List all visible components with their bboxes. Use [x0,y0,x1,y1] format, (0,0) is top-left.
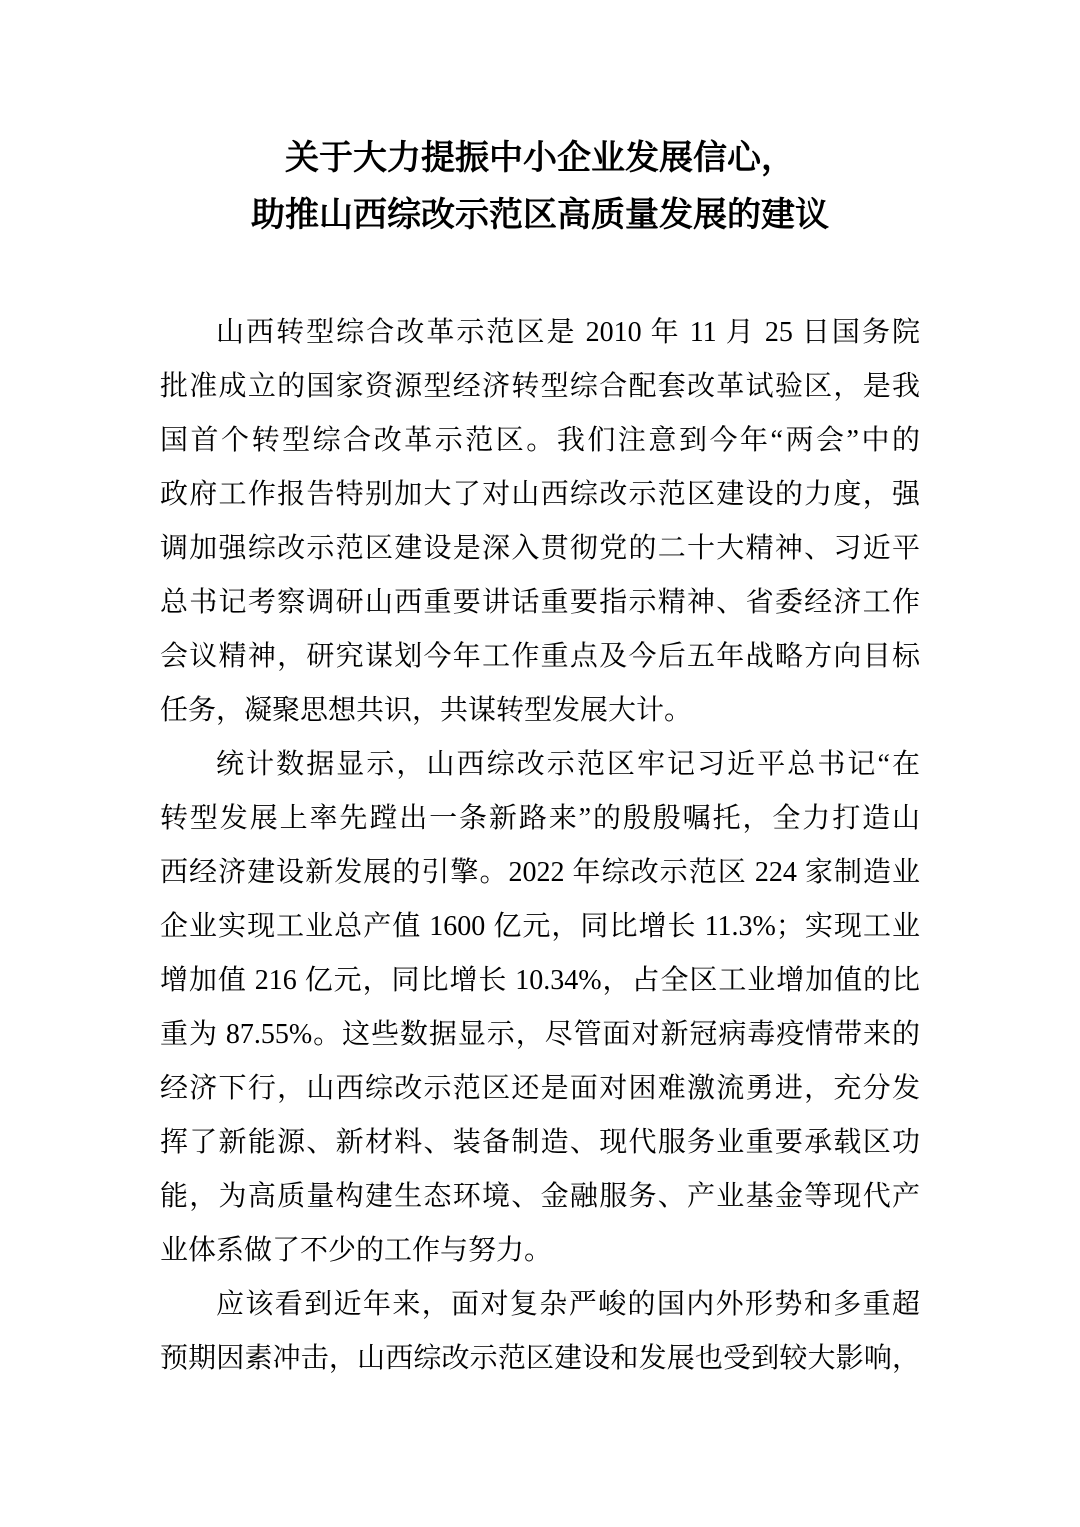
paragraph-3 [160,1278,920,1386]
text-line: 政府工作报告特别加大了对山西综改示范区建设的力度，强 [160,479,920,510]
paragraph-2 [160,738,920,1278]
text-line: 业体系做了不少的工作与努力。 [160,1235,553,1266]
text-line: 批准成立的国家资源型经济转型综合配套改革试验区，是我 [160,371,920,402]
text-line: 重为 87.55%。这些数据显示，尽管面对新冠病毒疫情带来的 [160,1019,920,1050]
text-line: 应该看到近年来，面对复杂严峻的国内外形势和多重超 [216,1289,920,1320]
document-body [160,306,920,1386]
text-line: 西经济建设新发展的引擎。2022 年综改示范区 224 家制造业 [160,857,920,888]
text-line: 调加强综改示范区建设是深入贯彻党的二十大精神、习近平 [160,533,920,564]
text-line: 国首个转型综合改革示范区。我们注意到今年“两会”中的 [160,425,920,456]
text-line: 增加值 216 亿元，同比增长 10.34%，占全区工业增加值的比 [160,965,920,996]
text-line: 会议精神，研究谋划今年工作重点及今后五年战略方向目标 [160,641,920,672]
text-line: 总书记考察调研山西重要讲话重要指示精神、省委经济工作 [160,587,920,618]
text-line: 山西转型综合改革示范区是 2010 年 11 月 25 日国务院 [216,317,920,348]
text-line: 任务，凝聚思想共识，共谋转型发展大计。 [160,695,693,726]
text-line: 挥了新能源、新材料、装备制造、现代服务业重要承载区功 [160,1127,920,1158]
text-line: 能，为高质量构建生态环境、金融服务、产业基金等现代产 [160,1181,920,1212]
title-line-2: 助推山西综改示范区高质量发展的建议 [251,197,829,234]
text-line: 统计数据显示，山西综改示范区牢记习近平总书记“在 [216,749,920,780]
paragraph-1 [160,306,920,738]
text-line: 预期因素冲击，山西综改示范区建设和发展也受到较大影响， [160,1343,920,1374]
text-line: 经济下行，山西综改示范区还是面对困难激流勇进，充分发 [160,1073,920,1104]
text-line: 企业实现工业总产值 1600 亿元，同比增长 11.3%；实现工业 [160,911,920,942]
text-line: 转型发展上率先蹚出一条新路来”的殷殷嘱托，全力打造山 [160,803,920,834]
title-line-1: 关于大力提振中小企业发展信心， [285,140,795,177]
document-title [160,130,920,244]
